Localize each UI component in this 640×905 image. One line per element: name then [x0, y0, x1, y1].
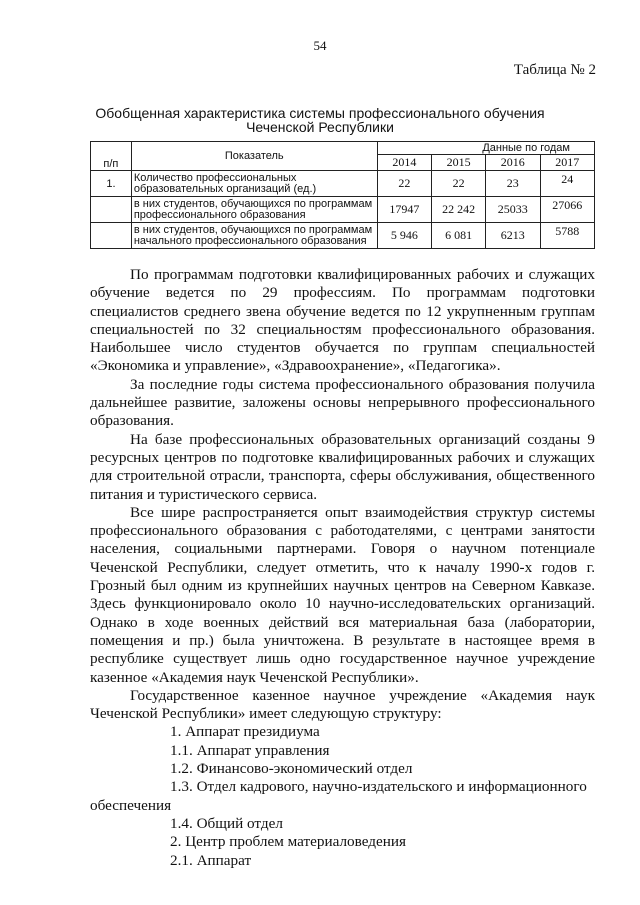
row-num: 1. [91, 171, 132, 197]
header-year: 2016 [486, 155, 540, 171]
table-row [91, 223, 595, 249]
row-num [91, 223, 132, 249]
row-value: 5788 [540, 223, 594, 249]
list-item: 1.1. Аппарат управления [170, 741, 330, 759]
paragraph: Государственное казенное научное учреждение «Академия наук Чеченской Республики» имеет следующую структуру: [90, 686, 595, 723]
row-value: 6 081 [432, 223, 486, 249]
page-number: 54 [313, 38, 327, 53]
list-item: 1.3. Отдел кадрового, научно-издательского и информационного обеспечения [90, 778, 587, 814]
header-num: п/п [91, 142, 132, 171]
header-years-group: Данные по годам [377, 142, 594, 155]
paragraph: На базе профессиональных образовательных организаций созданы 9 ресурсных центров по подготовке квалифицированных рабочих и служащих для строительной отрасли, транспорта, сферы обслуживания, общественного питания и туристического сервиса. [90, 430, 595, 503]
header-year: 2017 [540, 155, 594, 171]
list-item: 2.1. Аппарат [170, 851, 252, 869]
row-indicator: в них студентов, обучающихся по программам профессионального образования [131, 197, 377, 223]
row-indicator: Количество профессиональных образовательных организаций (ед.) [131, 171, 377, 197]
row-value: 22 [377, 171, 431, 197]
list-item: 1. Аппарат президиума [170, 723, 320, 741]
body-text [90, 266, 595, 870]
row-value: 24 [540, 171, 594, 197]
list-item: 1.4. Общий отдел [170, 814, 283, 832]
header-year: 2015 [432, 155, 486, 171]
row-value: 23 [486, 171, 540, 197]
header-year: 2014 [377, 155, 431, 171]
statistics-table [90, 141, 595, 249]
table-row [91, 197, 595, 223]
header-indicator: Показатель [131, 142, 377, 171]
list-item: 2. Центр проблем материаловедения [170, 833, 406, 851]
paragraph: Все шире распространяется опыт взаимодействия структур системы профессионального образования с работодателями, с центрами занятости населения, социальными партнерами. Говоря о научном потенциале Чеченской Республики, следует отметить, что к началу 1990-х годов г. Грозный был одним из крупнейших научных центров на Северном Кавказе. Здесь функционировало около 10 научно-исследовательских организаций. Однако в ходе военных действий вся материальная база (лаборатории, помещения и пр.) была уничтожена. В результате в настоящее время в республике существует лишь одно государственное научное учреждение казенное «Академия наук Чеченской Республики». [90, 503, 595, 686]
paragraph: По программам подготовки квалифицированных рабочих и служащих обучение ведется по 29 профессиям. По программам подготовки специалистов среднего звена обучение ведется по 12 укрупненным группам специальностей по 32 специальностям профессионального образования. Наибольшее число студентов обучается по группам специальностей «Экономика и управление», «Здравоохранение», «Педагогика». [90, 266, 595, 375]
row-value: 22 242 [432, 197, 486, 223]
row-value: 22 [432, 171, 486, 197]
table-title: Обобщенная характеристика системы профессионального обучения Чеченской Республики [95, 105, 545, 135]
row-value: 6213 [486, 223, 540, 249]
table-row [91, 171, 595, 197]
row-value: 5 946 [377, 223, 431, 249]
row-value: 27066 [540, 197, 594, 223]
row-value: 17947 [377, 197, 431, 223]
paragraph: За последние годы система профессионального образования получила дальнейшее развитие, заложены основы непрерывного профессионального образования. [90, 375, 595, 430]
row-value: 25033 [486, 197, 540, 223]
list-item: 1.2. Финансово-экономический отдел [170, 760, 413, 778]
table-label: Таблица № 2 [513, 62, 596, 78]
row-num [91, 197, 132, 223]
table-header-row [91, 142, 595, 155]
row-indicator: в них студентов, обучающихся по программам начального профессионального образования [131, 223, 377, 249]
